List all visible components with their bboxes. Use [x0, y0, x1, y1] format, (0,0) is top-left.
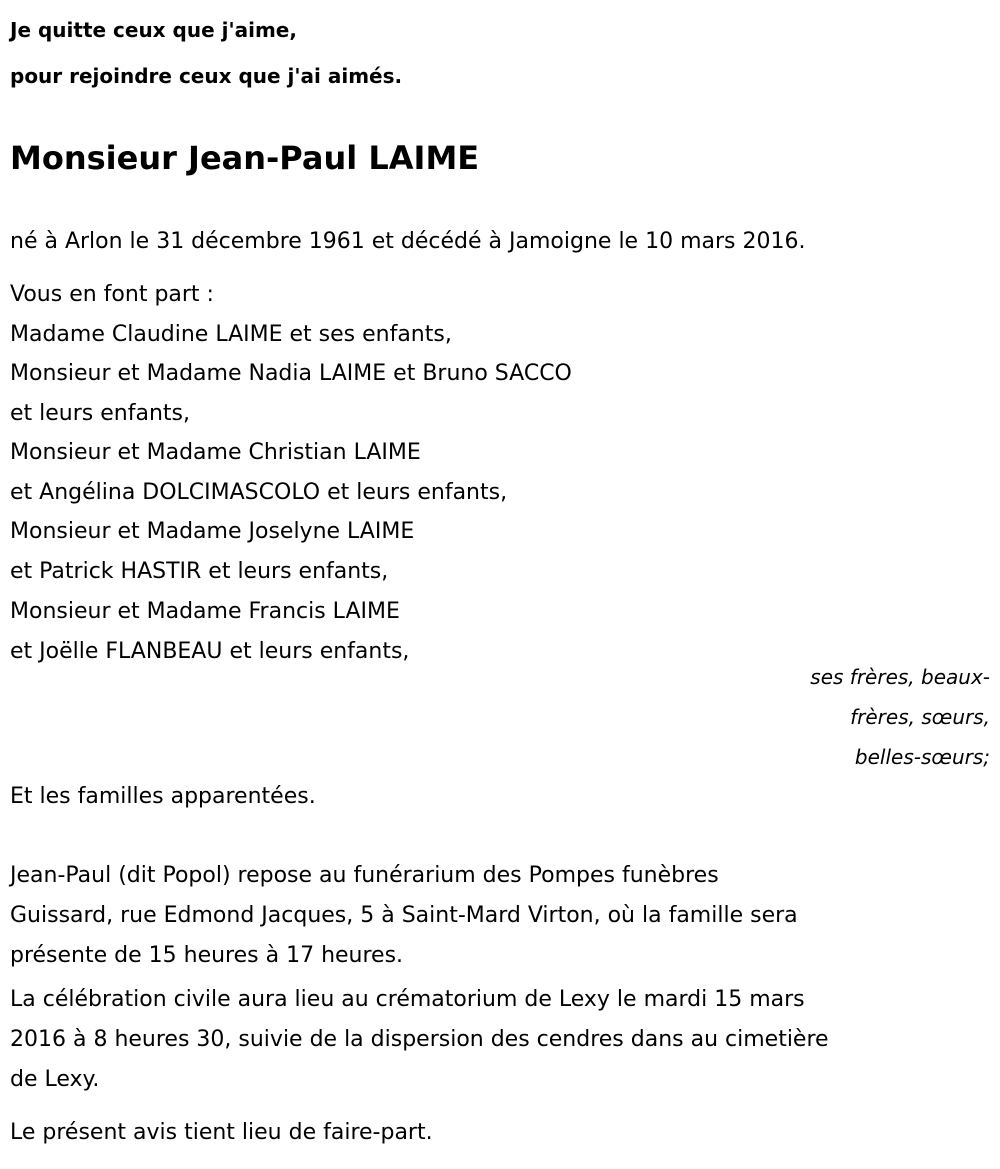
announcer-line: Monsieur et Madame Francis LAIME	[10, 599, 400, 624]
announcer-line: Monsieur et Madame Joselyne LAIME	[10, 519, 415, 544]
relation-line: ses frères, beaux-	[810, 665, 990, 689]
relation-line: belles-sœurs;	[854, 745, 990, 769]
ceremony-line: 2016 à 8 heures 30, suivie de la dispersion des cendres dans au cimetière	[10, 1027, 829, 1052]
repose-line: Jean-Paul (dit Popol) repose au funérarium des Pompes funèbres	[10, 863, 719, 888]
epitaph-line: Je quitte ceux que j'aime,	[10, 18, 297, 42]
ceremony-line: La célébration civile aura lieu au crématorium de Lexy le mardi 15 mars	[10, 987, 805, 1012]
repose-line: présente de 15 heures à 17 heures.	[10, 943, 404, 968]
announcer-line: et Angélina DOLCIMASCOLO et leurs enfants,	[10, 480, 508, 505]
deceased-name-title: Monsieur Jean-Paul LAIME	[10, 139, 480, 177]
epitaph-line: pour rejoindre ceux que j'ai aimés.	[10, 64, 403, 88]
announcer-line: Monsieur et Madame Nadia LAIME et Bruno SACCO	[10, 361, 572, 386]
repose-line: Guissard, rue Edmond Jacques, 5 à Saint-Mard Virton, où la famille sera	[10, 903, 798, 928]
announcer-line: et leurs enfants,	[10, 401, 190, 426]
announcer-line: Madame Claudine LAIME et ses enfants,	[10, 322, 452, 347]
relation-line: frères, sœurs,	[850, 705, 990, 729]
announcer-line: Monsieur et Madame Christian LAIME	[10, 440, 421, 465]
closing-line: Le présent avis tient lieu de faire-part.	[10, 1120, 433, 1145]
announcer-line: et Patrick HASTIR et leurs enfants,	[10, 559, 389, 584]
announcer-line: Vous en font part :	[10, 282, 214, 307]
families-line: Et les familles apparentées.	[10, 784, 316, 809]
birth-death-line: né à Arlon le 31 décembre 1961 et décédé à Jamoigne le 10 mars 2016.	[10, 229, 806, 254]
ceremony-line: de Lexy.	[10, 1067, 100, 1092]
announcer-line: et Joëlle FLANBEAU et leurs enfants,	[10, 639, 410, 664]
